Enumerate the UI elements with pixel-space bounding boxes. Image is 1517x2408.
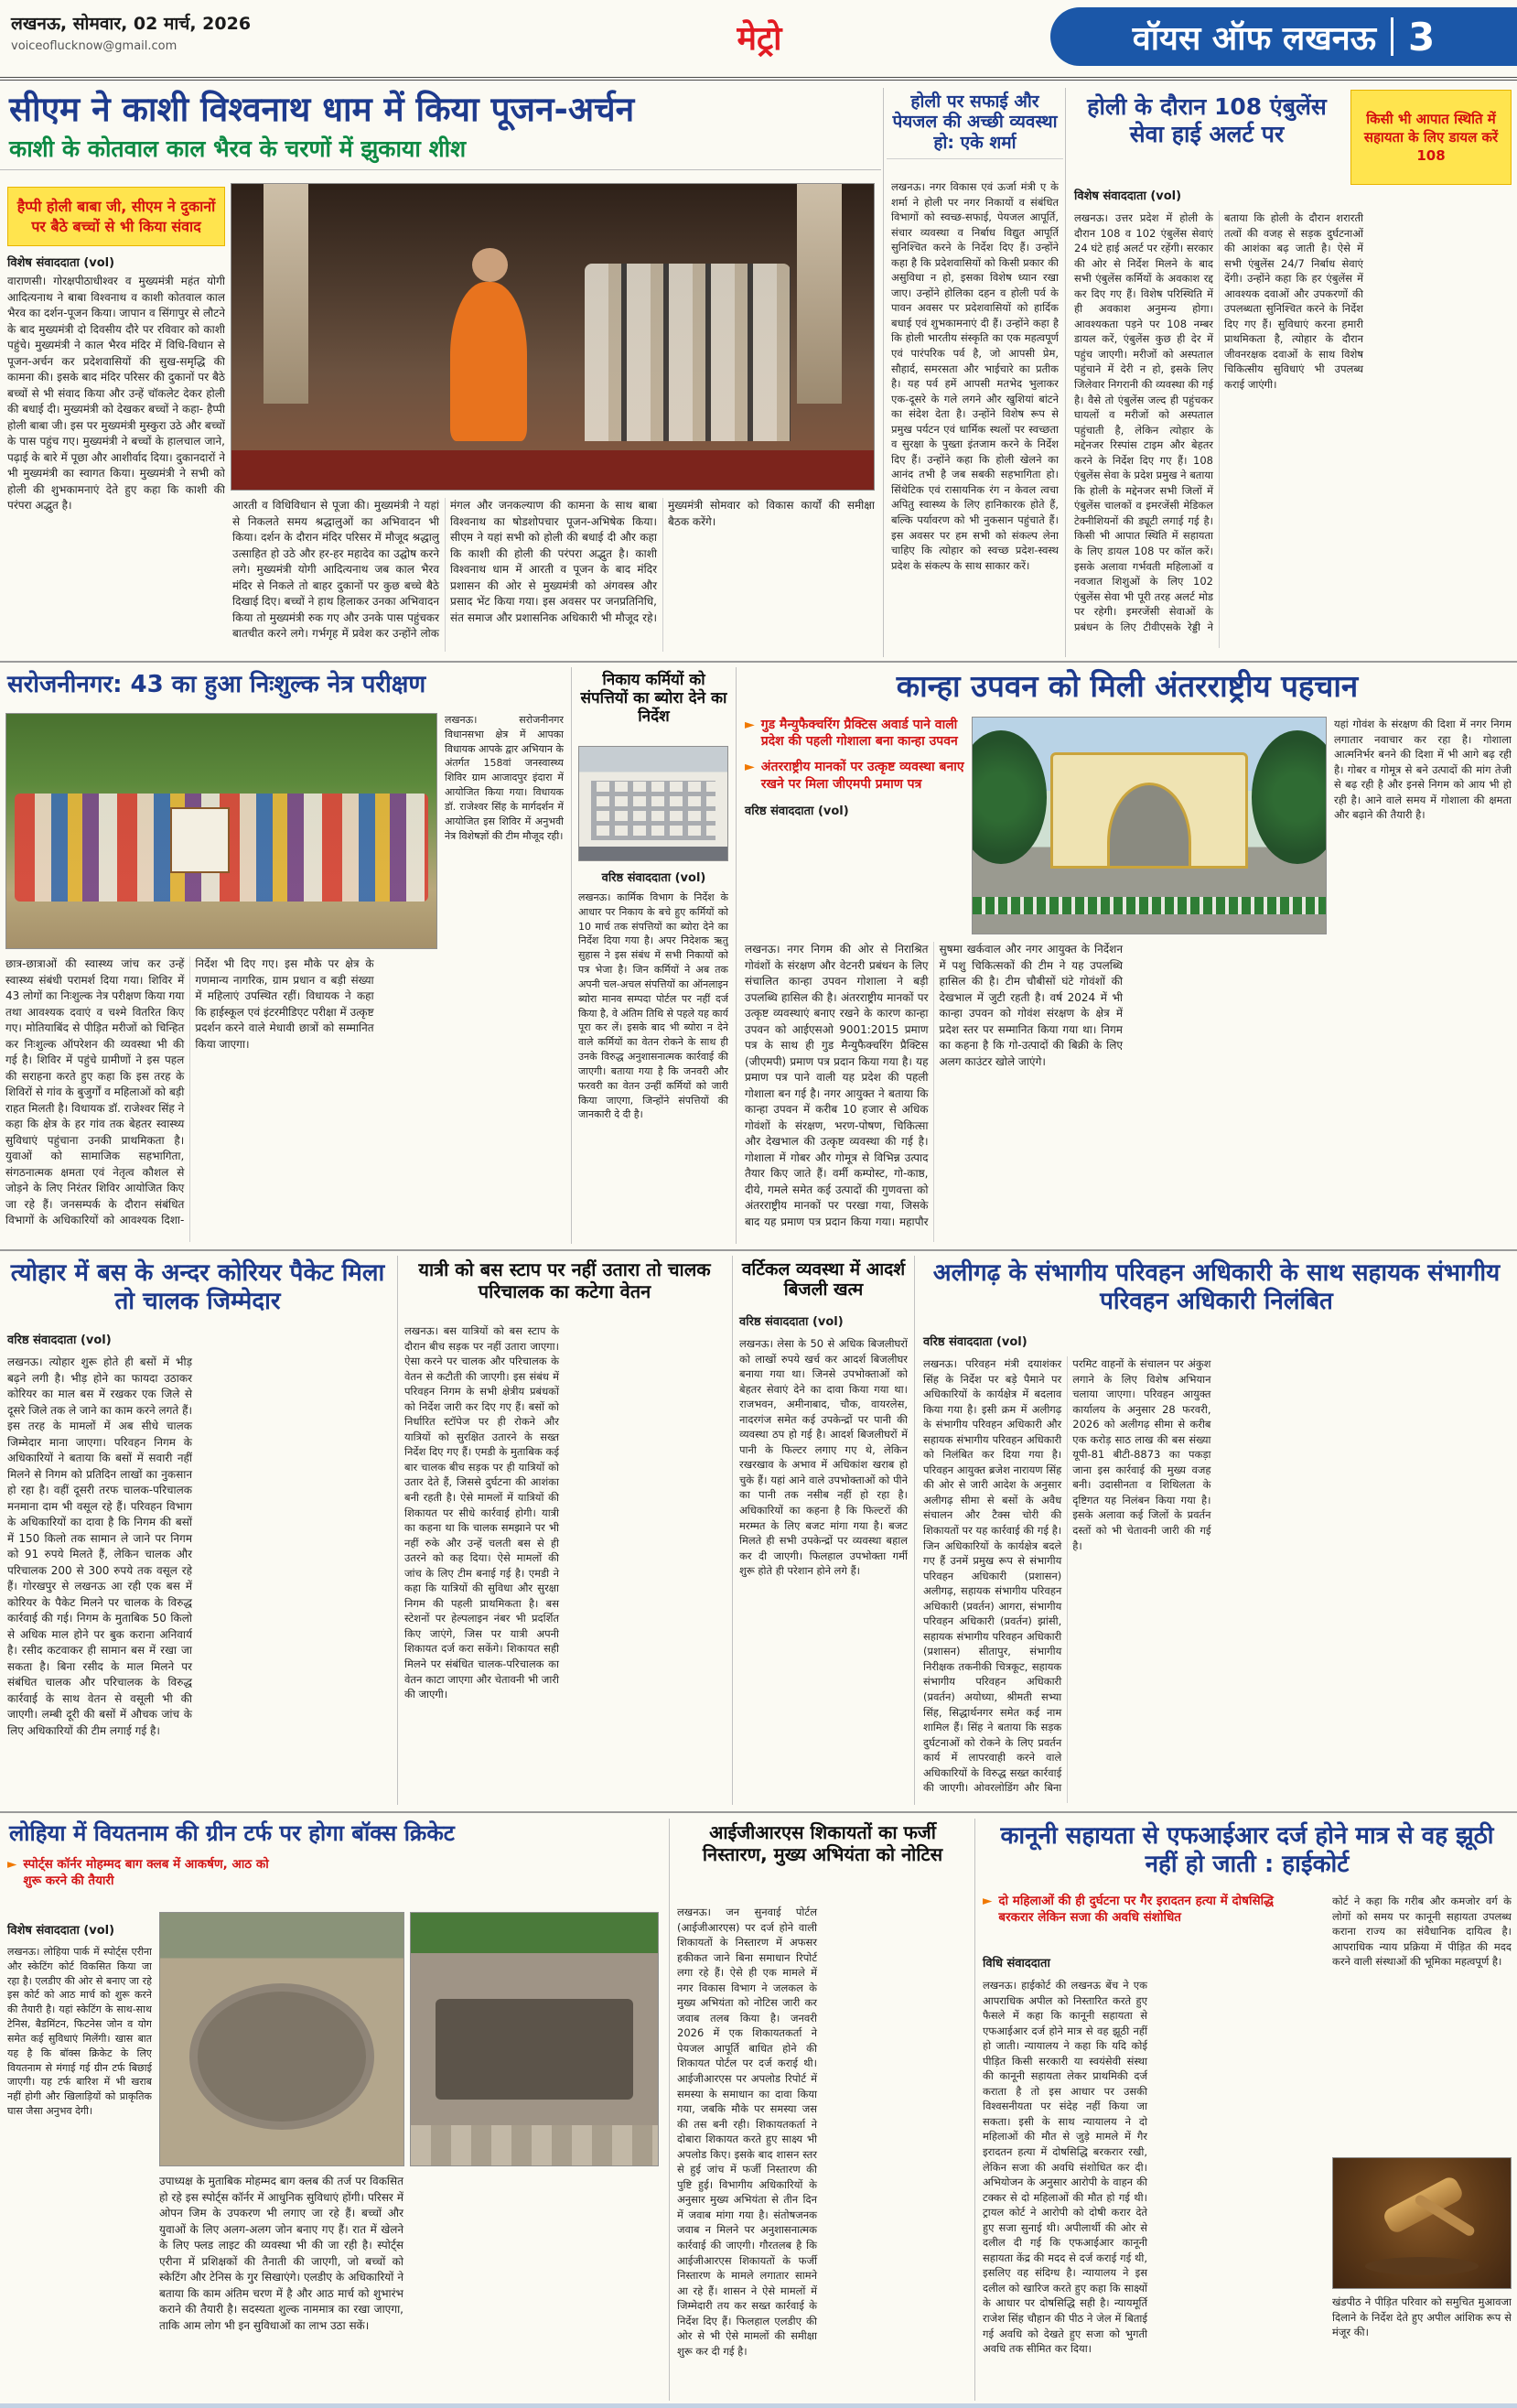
construction-photo-1 <box>159 1912 404 2166</box>
masthead-brand-bar <box>1050 7 1517 66</box>
column-rule <box>974 1819 975 2401</box>
section-divider <box>0 661 1517 663</box>
article-byline: विशेष संवाददाता (vol) <box>7 1924 115 1938</box>
photo-gavel-base <box>1365 2257 1479 2275</box>
article-byline: विधि संवाददाता <box>983 1957 1050 1971</box>
kanha-upvan-gate-photo <box>972 717 1327 934</box>
masthead-page-number: 3 <box>1408 14 1436 59</box>
bullet-point <box>745 717 964 750</box>
article-body: लखनऊ। नगर निगम की ओर से निराश्रित गोवंशों के संरक्षण और वेटनरी प्रबंधन के लिए संचालित कान्हा उपवन गोशाला ने बड़ी उपलब्धि हासिल की है। अंतरराष्ट्रीय मानकों पर उत्कृष्ट व्यवस्थाएं बनाए रखने के कारण कान्हा उपवन को आईएसओ 9001:2015 प्रमाण पत्र के साथ ही गुड मैन्युफैक्चरिंग प्रैक्टिस (जीएमपी) प्रमाण पत्र प्रदान किया गया है। यह प्रमाण पत्र पाने वाली यह प्रदेश की पहली गोशाला बन गई है। नगर आयुक्त ने बताया कि कान्हा उपवन में करीब 10 हजार से अधिक गोवंशों के संरक्षण, भरण-पोषण, चिकित्सा और देखभाल की उत्कृष्ट व्यवस्था की गई है। गोशाला में गोबर और गोमूत्र से विभिन्न उत्पाद तैयार किए जाते हैं। वर्मी कम्पोस्ट, गो-काष्ठ, दीये, गमले समेत कई उत्पादों की गुणवत्ता को अंतरराष्ट्रीय मानकों पर परखा गया, जिसके बाद यह प्रमाण पत्र प्रदान किया गया। महापौर सुषमा खर्कवाल और नगर आयुक्त के निर्देशन में पशु चिकित्सकों की टीम ने यह उपलब्धि हासिल की है। टीम चौबीसों घंटे गोवंशों की देखभाल में जुटी रहती है। वर्ष 2024 में भी कान्हा उपवन को गोवंश संरक्षण के क्षेत्र में प्रदेश स्तर पर सम्मानित किया गया था। निगम का कहना है कि गो-उत्पादों की बिक्री के लिए अलग काउंटर खोले जाएंगे। <box>745 943 1123 1228</box>
photo-pillar <box>797 184 842 404</box>
article-body: यहां गोवंश के संरक्षण की दिशा में नगर निगम लगातार नवाचार कर रहा है। गोशाला आत्मनिर्भर बनने की दिशा में भी आगे बढ़ रही है। गोबर व गोमूत्र से बने उत्पादों की मांग तेजी से बढ़ रही है और इनसे निगम को आय भी हो रही है। आने वाले समय में गोशाला की क्षमता और बढ़ाने की तैयारी है। <box>1334 718 1512 822</box>
article-body: लखनऊ। उत्तर प्रदेश में होली के दौरान 108 व 102 एंबुलेंस सेवाएं 24 घंटे हाई अलर्ट पर रहेंगी। सरकार की ओर से निर्देश मिलने के बाद सभी एंबुलेंस कर्मियों के अवकाश रद्द कर दिए गए हैं। विशेष परिस्थिति में ही अवकाश अनुमन्य होगा। आवश्यकता पड़ने पर 108 नम्बर डायल करें, एंबुलेंस कुछ ही देर में पहुंच जाएगी। मरीजों को अस्पताल पहुंचाने में देरी न हो, इसके लिए जिलेवार निगरानी की व्यवस्था की गई है। वैसे तो एंबुलेंस जल्द ही पहुंचकर घायलों व मरीजों को अस्पताल पहुंचाती है, लेकिन त्योहार के मद्देनजर रिस्पांस टाइम और बेहतर करने के निर्देश दिए गए हैं। 108 एंबुलेंस सेवा के प्रदेश प्रमुख ने बताया कि होली के मद्देनजर सभी जिलों में एंबुलेंस चालकों व इमरजेंसी मेडिकल टेक्नीशियनों की ड्यूटी लगाई गई है। किसी भी आपात स्थिति में सहायता के लिए डायल 108 पर कॉल करें। इसके अलावा गर्भवती महिलाओं व नवजात शिशुओं के लिए 102 एंबुलेंस सेवा भी पूरी तरह अलर्ट मोड पर रहेगी। इमरजेंसी सेवाओं के प्रबंधन के लिए टीवीएसके रेड्डी ने बताया कि होली के दौरान शरारती तत्वों की वजह से सड़क दुर्घटनाओं की आशंका बढ़ जाती है। ऐसे में सभी एंबुलेंस 24/7 निर्बाध सेवाएं देंगी। उन्होंने कहा कि हर एंबुलेंस में आवश्यक दवाओं और उपकरणों की उपलब्धता सुनिश्चित करने के निर्देश दिए गए हैं। सुविधाएं करना हमारी प्राथमिकता है, त्योहार के दौरान जीवनरक्षक दवाओं के साथ विशेष चिकित्सीय सुविधाएं भी उपलब्ध कराई जाएंगी। <box>1074 211 1363 633</box>
article-headline: सीएम ने काशी विश्वनाथ धाम में किया पूजन-अर्चन <box>9 90 635 129</box>
article-property-details-directive <box>574 664 734 1247</box>
article-headline: सरोजनीनगर: 43 का हुआ निःशुल्क नेत्र परीक्षण <box>7 671 426 698</box>
article-headline: होली के दौरान 108 एंबुलेंस सेवा हाई अलर्ट पर <box>1087 93 1327 147</box>
article-sarojini-nagar-eye-camp <box>0 664 569 1247</box>
article-body: लखनऊ। सरोजनीनगर विधानसभा क्षेत्र में आपका विधायक आपके द्वार अभियान के अंतर्गत 158वां जनस्वास्थ्य शिविर ग्राम आजादपुर इंदारा में आयोजित किया गया। विधायक डॉ. राजेश्वर सिंह के मार्गदर्शन में आयोजित इस शिविर में अनुभवी नेत्र विशेषज्ञों की टीम मौजूद रही। <box>445 714 564 842</box>
article-body: कोर्ट ने कहा कि गरीब और कमजोर वर्ग के लोगों को समय पर कानूनी सहायता उपलब्ध कराना राज्य का संवैधानिक दायित्व है। आपराधिक न्याय प्रक्रिया में पीड़ित की मदद करने वाली संस्थाओं की भूमिका महत्वपूर्ण है। <box>1332 1895 1512 1969</box>
article-headline: वर्टिकल व्यवस्था में आदर्श बिजली खत्म <box>741 1259 906 1301</box>
article-body: लखनऊ। हाईकोर्ट की लखनऊ बेंच ने एक आपराधिक अपील को निस्तारित करते हुए फैसले में कहा कि कानूनी सहायता से एफआईआर दर्ज होने मात्र से वह झूठी नहीं हो जाती। न्यायालय ने कहा कि यदि कोई पीड़ित किसी सरकारी या स्वयंसेवी संस्था की कानूनी सहायता लेकर प्राथमिकी दर्ज कराता है तो इस आधार पर उसकी विश्वसनीयता पर संदेह नहीं किया जा सकता। इसी के साथ न्यायालय ने दो महिलाओं की मौत से जुड़े मामले में गैर इरादतन हत्या में दोषसिद्धि बरकरार रखी, लेकिन सजा की अवधि संशोधित कर दी। अभियोजन के अनुसार आरोपी के वाहन की टक्कर से दो महिलाओं की मौत हो गई थी। ट्रायल कोर्ट ने आरोपी को दोषी करार देते हुए सजा सुनाई थी। अपीलार्थी की ओर से दलील दी गई कि एफआईआर कानूनी सहायता केंद्र की मदद से दर्ज कराई गई थी, इसलिए वह संदिग्ध है। न्यायालय ने इस दलील को खारिज करते हुए कहा कि साक्ष्यों के आधार पर दोषसिद्धि सही है। न्यायमूर्ति राजेश सिंह चौहान की पीठ ने जेल में बिताई गई अवधि को देखते हुए सजा को भुगती अवधि तक सीमित कर दिया। <box>983 1979 1147 2356</box>
article-body: लखनऊ। लेसा के 50 से अधिक बिजलीघरों को लाखों रुपये खर्च कर आदर्श बिजलीघर बनाया गया था। जिनसे उपभोक्ताओं को बेहतर सेवाएं देने का दावा किया गया था। राजभवन, अमीनाबाद, चौक, वायरलेस, नादरगंज समेत कई उपकेन्द्रों पर पानी की व्यवस्था ठप हो गई है। आदर्श बिजलीघरों में पानी के फिल्टर लगाए गए थे, लेकिन रखरखाव के अभाव में अधिकांश खराब हो चुके हैं। यहां आने वाले उपभोक्ताओं को पीने का पानी तक नसीब नहीं हो रहा है। अधिकारियों का कहना है कि फिल्टरों की मरम्मत के लिए बजट मांगा गया है। बजट मिलते ही सभी उपकेन्द्रों पर व्यवस्था बहाल कर दी जाएगी। फिलहाल उपभोक्ता गर्मी शुरू होते ही परेशान होने लगे हैं। <box>739 1337 908 1578</box>
bullet-point <box>7 1857 282 1889</box>
column-rule <box>571 667 572 1244</box>
masthead-section: मेट्रो <box>737 20 782 58</box>
highlight-box: हैप्पी होली बाबा जी, सीएम ने दुकानों पर बैठे बच्चों से भी किया संवाद <box>7 187 225 246</box>
article-headline: होली पर सफाई और पेयजल की अच्छी व्यवस्था हो: एके शर्मा <box>887 84 1063 159</box>
bullet-arrow-icon: ► <box>983 1894 993 1908</box>
article-lohia-green-turf-box-cricket <box>0 1815 669 2404</box>
article-body: लखनऊ। बस यात्रियों को बस स्टाप के दौरान बीच सड़क पर नहीं उतारा जाएगा। ऐसा करने पर चालक और परिचालक के वेतन से कटौती की जाएगी। इस संबंध में परिवहन निगम के सभी क्षेत्रीय प्रबंधकों को निर्देश जारी कर दिए गए हैं। बसों को निर्धारित स्टॉपेज पर ही रोकने और यात्रियों को सुरक्षित उतारने के सख्त निर्देश दिए गए हैं। एमडी के मुताबिक कई बार चालक बीच सड़क पर ही यात्रियों को उतार देते हैं, जिससे दुर्घटना की आशंका बनी रहती है। ऐसे मामलों में यात्रियों की शिकायत पर सीधे कार्रवाई होगी। यात्री का कहना था कि चालक समझाने पर भी नहीं रुके और उन्हें चलती बस से ही उतरने को कह दिया। ऐसे मामलों की जांच के लिए टीम बनाई गई है। एमडी ने कहा कि यात्रियों की सुविधा और सुरक्षा निगम की पहली प्राथमिकता है। बस स्टेशनों पर हेल्पलाइन नंबर भी प्रदर्शित किए जाएंगे, जिस पर यात्री अपनी शिकायत दर्ज करा सकेंगे। शिकायत सही मिलने पर संबंधित चालक-परिचालक का वेतन काटा जाएगा और चेतावनी भी जारी की जाएगी। <box>404 1324 559 1701</box>
photo-fence <box>973 897 1326 914</box>
photo-pillar <box>264 184 308 404</box>
article-bus-stop-salary-cut <box>399 1252 730 1809</box>
photo-windows <box>591 781 715 839</box>
article-byline: विशेष संवाददाता (vol) <box>7 256 115 271</box>
article-byline: विशेष संवाददाता (vol) <box>1074 189 1182 203</box>
article-headline: आईजीआरएस शिकायतों का फर्जी निस्तारण, मुख्य अभियंता को नोटिस <box>702 1821 943 1865</box>
article-body: खंडपीठ ने पीड़ित परिवार को समुचित मुआवजा दिलाने के निर्देश देते हुए अपील आंशिक रूप से मंजूर की। <box>1332 2295 1512 2339</box>
bullet-point <box>983 1894 1294 1926</box>
column-rule <box>397 1256 398 1805</box>
photo-saffron-figure <box>450 282 527 441</box>
photo-devotee-group <box>585 264 791 441</box>
construction-photo-2 <box>410 1912 659 2166</box>
dial-108-box: किसी भी आपात स्थिति में सहायता के लिए डायल करें 108 <box>1350 90 1512 185</box>
temple-puja-photo <box>231 183 875 491</box>
bullet-text: स्पोर्ट्स कॉर्नर मोहम्मद बाग क्लब में आकर्षण, आठ को शुरू करने की तैयारी <box>23 1857 269 1888</box>
article-body: छात्र-छात्राओं की स्वास्थ्य जांच कर उन्हें स्वास्थ्य संबंधी परामर्श दिया गया। शिविर में 43 लोगों का निःशुल्क नेत्र परीक्षण किया गया तथा आवश्यक दवाएं व चश्मे वितरित किए गए। मोतियाबिंद से पीड़ित मरीजों को चिन्हित कर निःशुल्क ऑपरेशन की व्यवस्था भी की गई है। शिविर में पहुंचे ग्रामीणों ने इस पहल की सराहना करते हुए कहा कि इस तरह के शिविरों से गांव के बुजुर्गों व महिलाओं को बड़ी राहत मिलती है। विधायक डॉ. राजेश्वर सिंह ने कहा कि क्षेत्र के हर गांव तक बेहतर स्वास्थ्य सुविधाएं पहुंचाना उनकी प्राथमिकता है। युवाओं को सामाजिक सहभागिता, संगठनात्मक क्षमता एवं नेतृत्व कौशल से जोड़ने के लिए निरंतर शिविर आयोजित किए जा रहे हैं। जनसम्पर्क के दौरान संबंधित विभागों के अधिकारियों को आवश्यक दिशा-निर्देश भी दिए गए। इस मौके पर क्षेत्र के गणमान्य नागरिक, ग्राम प्रधान व बड़ी संख्या में महिलाएं उपस्थित रहीं। विधायक ने कहा कि हाईस्कूल एवं इंटरमीडिएट परीक्षा में उत्कृष्ट प्रदर्शन करने वाले मेधावी छात्रों को सम्मानित किया जाएगा। <box>5 957 374 1227</box>
article-holi-cleanliness <box>887 84 1063 659</box>
article-headline: अलीगढ़ के संभागीय परिवहन अधिकारी के साथ सहायक संभागीय परिवहन अधिकारी निलंबित <box>932 1259 1501 1315</box>
column-rule <box>914 1256 915 1805</box>
article-adarsh-bijlighar <box>734 1252 913 1809</box>
article-body: वाराणसी। गोरक्षपीठाधीश्वर व मुख्यमंत्री महंत योगी आदित्यनाथ ने बाबा विश्वनाथ व काशी कोतवाल काल भैरव का दर्शन-पूजन किया। जापान व सिंगापुर से लौटने के बाद मुख्यमंत्री दो दिवसीय दौरे पर रविवार को काशी पहुंचे। मुख्यमंत्री ने काल भैरव मंदिर में विधि-विधान से पूजन-अर्चन कर प्रदेशवासियों की सुख-समृद्धि की कामना की। इसके बाद मंदिर परिसर की दुकानों पर बैठे बच्चों से भी संवाद किया और उन्हें चॉकलेट देकर होली की बधाई दी। मुख्यमंत्री को देखकर बच्चों ने कहा- हैप्पी होली बाबा जी। इस पर मुख्यमंत्री मुस्कुरा उठे और बच्चों के पास पहुंच गए। मुख्यमंत्री ने बच्चों के हालचाल जाने, पढ़ाई के बारे में पूछा और आशीर्वाद दिया। दुकानदारों ने भी मुख्यमंत्री का स्वागत किया। मुख्यमंत्री ने सभी को होली की शुभकामनाएं देते हुए कहा कि काशी की परंपरा अद्भुत है। <box>7 275 225 513</box>
article-headline: त्योहार में बस के अन्दर कोरियर पैकेट मिला तो चालक जिम्मेदार <box>10 1259 385 1315</box>
municipal-building-photo <box>578 746 728 861</box>
article-byline: वरिष्ठ संवाददाता (vol) <box>7 1334 112 1347</box>
column-rule <box>1065 88 1066 657</box>
photo-pavement <box>411 2125 658 2165</box>
photo-display-board <box>170 807 231 873</box>
article-kanha-upvan-recognition <box>737 664 1517 1247</box>
article-cm-kashi-puja <box>0 84 881 659</box>
column-rule <box>883 88 884 657</box>
gavel-photo <box>1332 2157 1512 2289</box>
masthead <box>0 0 1517 81</box>
bullet-arrow-icon: ► <box>745 760 755 775</box>
masthead-divider <box>1391 17 1393 56</box>
bullet-arrow-icon: ► <box>7 1857 17 1872</box>
article-108-ambulance-alert <box>1071 84 1517 659</box>
article-headline: यात्री को बस स्टाप पर नहीं उतारा तो चालक परिचालक का कटेगा वेतन <box>418 1258 711 1302</box>
article-body: उपाध्यक्ष के मुताबिक मोहम्मद बाग क्लब की तर्ज पर विकसित हो रहे इस स्पोर्ट्स कॉर्नर में आधुनिक सुविधाएं होंगी। परिसर में ओपन जिम के उपकरण भी लगाए जा रहे हैं। बच्चों और युवाओं के लिए अलग-अलग जोन बनाए गए हैं। रात में खेलने के लिए फ्लड लाइट की व्यवस्था भी की जा रही है। स्पोर्ट्स एरीना में प्रशिक्षकों की तैनाती की जाएगी, जो बच्चों को स्केटिंग और टेनिस के गुर सिखाएंगे। एलडीए के अधिकारियों ने बताया कि काम अंतिम चरण में है और आठ मार्च को शुभारंभ कराने की तैयारी है। सदस्यता शुल्क नाममात्र का रखा जाएगा, ताकि आम लोग भी इन सुविधाओं का लाभ उठा सकें। <box>159 2175 403 2332</box>
article-body: लखनऊ। परिवहन मंत्री दयाशंकर सिंह के निर्देश पर बड़े पैमाने पर अधिकारियों के कार्यक्षेत्र में बदलाव किया गया है। इसी क्रम में अलीगढ़ के संभागीय परिवहन अधिकारी और सहायक संभागीय परिवहन अधिकारी को निलंबित कर दिया गया है। परिवहन आयुक्त ब्रजेश नारायण सिंह की ओर से जारी आदेश के अनुसार अलीगढ़ सीमा से बसों के अवैध संचालन और टैक्स चोरी की शिकायतों पर यह कार्रवाई की गई है। जिन अधिकारियों के कार्यक्षेत्र बदले गए हैं उनमें प्रमुख रूप से संभागीय परिवहन अधिकारी (प्रशासन) अलीगढ़, सहायक संभागीय परिवहन अधिकारी (प्रवर्तन) आगरा, संभागीय परिवहन अधिकारी (प्रवर्तन) झांसी, सहायक संभागीय परिवहन अधिकारी (प्रशासन) सीतापुर, संभागीय निरीक्षक तकनीकी चित्रकूट, सहायक संभागीय परिवहन अधिकारी (प्रवर्तन) अयोध्या, श्रीमती सभ्या सिंह, सिद्धार्थनगर समेत कई नाम शामिल हैं। सिंह ने बताया कि सड़क दुर्घटनाओं को रोकने के लिए प्रवर्तन कार्य में लापरवाही करने वाले अधिकारियों के विरुद्ध सख्त कार्रवाई की जाएगी। ओवरलोडिंग और बिना परमिट वाहनों के संचालन पर अंकुश लगाने के लिए विशेष अभियान चलाया जाएगा। परिवहन आयुक्त कार्यालय के अनुसार 28 फरवरी, 2026 को अलीगढ़ सीमा से करीब एक करोड़ साठ लाख की बस संख्या यूपी-81 बीटी-8873 का पकड़ा जाना इस कार्रवाई की मुख्य वजह बनी। उदासीनता व शिथिलता के दृष्टिगत यह निलंबन किया गया है। इसके अलावा कई जिलों के प्रवर्तन दस्तों को भी चेतावनी जारी की गई है। <box>923 1357 1211 1795</box>
column-rule <box>732 1256 733 1805</box>
bullet-text: दो महिलाओं की ही दुर्घटना पर गैर इरादतन हत्या में दोषसिद्धि बरकरार लेकिन सजा की अवधि संशोधित <box>998 1894 1274 1925</box>
section-divider <box>0 1249 1517 1251</box>
masthead-email: voiceoflucknow@gmail.com <box>11 39 178 53</box>
masthead-dateline: लखनऊ, सोमवार, 02 मार्च, 2026 <box>11 14 252 34</box>
article-headline: लोहिया में वियतनाम की ग्रीन टर्फ पर होगा बॉक्स क्रिकेट <box>9 1820 455 1846</box>
article-body: लखनऊ। कार्मिक विभाग के निर्देश के आधार पर निकाय के बचे हुए कर्मियों को 10 मार्च तक संपत्तियों का ब्योरा देने का निर्देश दिया गया है। अपर निदेशक ऋतु सुहास ने इस संबंध में सभी निकायों को पत्र भेजा है। जिन कर्मियों ने अब तक अपनी चल-अचल संपत्तियों का ऑनलाइन ब्योरा मानव सम्पदा पोर्टल पर नहीं दर्ज किया है, वे अंतिम तिथि से पहले यह कार्य पूरा कर लें। इसके बाद भी ब्योरा न देने वाले कर्मियों का वेतन रोकने के साथ ही उनके विरुद्ध अनुशासनात्मक कार्रवाई की जाएगी। बताया गया है कि जनवरी और फरवरी का वेतन उन्हीं कर्मियों को जारी किया जाएगा, जिन्होंने संपत्तियों की जानकारी दे दी है। <box>578 891 728 1121</box>
photo-tree <box>1252 730 1327 864</box>
photo-carpet <box>231 450 874 490</box>
bullet-text: गुड मैन्युफैक्चरिंग प्रैक्टिस अवार्ड पाने वाली प्रदेश की पहली गोशाला बना कान्हा उपवन <box>760 718 958 750</box>
photo-concrete-ring <box>189 1983 374 2130</box>
article-body: लखनऊ। जन सुनवाई पोर्टल (आईजीआरएस) पर दर्ज होने वाली शिकायतों के निस्तारण में अफसर हकीकत जाने बिना समाधान रिपोर्ट लगा रहे हैं। ऐसे ही एक मामले में नगर विकास विभाग ने जलकल के मुख्य अभियंता को नोटिस जारी कर जवाब तलब किया है। जनवरी 2026 में एक शिकायतकर्ता ने पेयजल आपूर्ति बाधित होने की शिकायत पोर्टल पर दर्ज कराई थी। आईजीआरएस पर अपलोड रिपोर्ट में समस्या के समाधान का दावा किया गया, जबकि मौके पर समस्या जस की तस बनी रही। शिकायतकर्ता ने दोबारा शिकायत करते हुए साक्ष्य भी अपलोड किए। इसके बाद शासन स्तर से हुई जांच में फर्जी निस्तारण की पुष्टि हुई। विभागीय अधिकारियों के अनुसार मुख्य अभियंता से तीन दिन में जवाब मांगा गया है। संतोषजनक जवाब न मिलने पर अनुशासनात्मक कार्रवाई की जाएगी। गौरतलब है कि आईजीआरएस शिकायतों के फर्जी निस्तारण के मामले लगातार सामने आ रहे हैं। शासन ने ऐसे मामलों में जिम्मेदारी तय कर सख्त कार्रवाई के निर्देश दिए हैं। फिलहाल एलडीए की ओर से भी ऐसे मामलों की समीक्षा शुरू कर दी गई है। <box>677 1906 817 2358</box>
masthead-paper-name: वॉयस ऑफ लखनऊ <box>1132 19 1377 58</box>
article-byline: वरिष्ठ संवाददाता (vol) <box>923 1335 1027 1349</box>
article-byline: वरिष्ठ संवाददाता (vol) <box>601 871 706 885</box>
photo-tree <box>972 730 1047 864</box>
eye-camp-group-photo <box>5 713 437 949</box>
article-body: लखनऊ। नगर विकास एवं ऊर्जा मंत्री ए के शर्मा ने होली पर नगर निकायों व संबंधित विभागों को स्वच्छ-सफाई, पेयजल आपूर्ति, संचार व्यवस्था व निर्बाध विद्युत आपूर्ति सुनिश्चित करने के निर्देश दिए हैं। उन्होंने कहा है कि प्रदेशवासियों को किसी प्रकार की असुविधा न हो, इसका विशेष ध्यान रखा जाए। उन्होंने होलिका दहन व होली पर्व के पावन अवसर पर प्रदेशवासियों को हार्दिक बधाई एवं शुभकामनाएं दी हैं। उन्होंने कहा है कि होली भारतीय संस्कृति का एक महत्वपूर्ण एवं पारंपरिक पर्व है, जो आपसी प्रेम, सौहार्द, समरसता और भाईचारे का प्रतीक है। यह पर्व हमें आपसी मतभेद भुलाकर एक-दूसरे के गले लगने और खुशियां बांटने का संदेश देता है। उन्होंने विशेष रूप से प्रमुख पर्यटन एवं धार्मिक स्थलों पर स्वच्छता व सुरक्षा के पुख्ता इंतजाम करने के निर्देश दिए हैं। उन्होंने कहा कि होली खेलने का आनंद तभी है जब सबकी सहभागिता हो। सिंथेटिक एवं रासायनिक रंग न केवल त्वचा अपितु स्वास्थ्य के लिए हानिकारक होते हैं, बल्कि पर्यावरण को भी नुकसान पहुंचाते हैं। इस अवसर पर हम सभी को संकल्प लेना चाहिए कि त्योहार को स्वच्छ प्रदेश-स्वस्थ प्रदेश के संकल्प के साथ साकार करें। <box>891 180 1059 572</box>
article-highcourt-fir-legal-aid <box>977 1815 1517 2404</box>
article-body: लखनऊ। लोहिया पार्क में स्पोर्ट्स एरीना और स्केटिंग कोर्ट विकसित किया जा रहा है। एलडीए की ओर से बनाए जा रहे इस कोर्ट को आठ मार्च को शुरू करने की तैयारी है। यहां स्केटिंग के साथ-साथ टेनिस, बैडमिंटन, फिटनेस जोन व योग समेत कई सुविधाएं मिलेंगी। खास बात यह है कि बॉक्स क्रिकेट के लिए वियतनाम से मंगाई गई ग्रीन टर्फ बिछाई जाएगी। यह टर्फ बारिश में भी खराब नहीं होगी और खिलाड़ियों को प्राकृतिक घास जैसा अनुभव देगी। <box>7 1946 152 2118</box>
article-body: लखनऊ। त्योहार शुरू होते ही बसों में भीड़ बढ़ने लगी है। भीड़ होने का फायदा उठाकर कोरियर का माल बस में रखकर एक जिले से दूसरे जिले तक ले जाने का काम करने लगते हैं। इस तरह के मामलों में अब सीधे चालक जिम्मेदार माना जाएगा। परिवहन निगम के अधिकारियों ने बताया कि बसों में सवारी नहीं मिलने से निगम को प्रतिदिन लाखों का नुकसान हो रहा है। वहीं दूसरी तरफ चालक-परिचालक मनमाना दाम भी वसूल रहे हैं। परिवहन विभाग के अधिकारियों का दावा है कि निगम की बसों में 150 किलो तक सामान ले जाने पर निगम को 91 रुपये मिलते हैं, लेकिन चालक और परिचालक 200 से 300 रुपये तक वसूल रहे हैं। गोरखपुर से लखनऊ आ रही एक बस में कोरियर के पैकेट मिलने पर चालक के विरुद्ध कार्रवाई की गई। निगम के मुताबिक 50 किलो से अधिक माल होने पर बुक कराना अनिवार्य है। रसीद कटवाकर ही सामान बस में रखा जा सकता है। बिना रसीद के माल मिलने पर संबंधित चालक और परिचालक के विरुद्ध कार्रवाई के साथ वेतन से वसूली भी की जाएगी। लम्बी दूरी की बसों में औचक जांच के लिए अधिकारियों की टीम लगाई गई है। <box>7 1355 192 1737</box>
article-aligarh-rto-suspended <box>916 1252 1517 1809</box>
column-rule <box>736 667 737 1244</box>
bullet-point <box>745 759 964 792</box>
article-subhead: काशी के कोतवाल काल भैरव के चरणों में झुकाया शीश <box>0 132 881 171</box>
bullet-text: अंतरराष्ट्रीय मानकों पर उत्कृष्ट व्यवस्था बनाए रखने पर मिला जीएमपी प्रमाण पत्र <box>760 760 964 792</box>
article-igrs-fake-disposal-notice <box>672 1815 974 2404</box>
photo-figure-head <box>472 248 508 282</box>
section-divider <box>0 1811 1517 1813</box>
photo-trench <box>436 1999 633 2100</box>
article-headline: कानूनी सहायता से एफआईआर दर्ज होने मात्र से वह झूठी नहीं हो जाती : हाईकोर्ट <box>1000 1822 1494 1878</box>
column-rule <box>669 1819 670 2401</box>
article-headline: कान्हा उपवन को मिली अंतरराष्ट्रीय पहचान <box>896 668 1359 704</box>
article-body: आरती व विधिविधान से पूजा की। मुख्यमंत्री ने यहां से निकलते समय श्रद्धालुओं का अभिवादन भी किया। दर्शन के दौरान मंदिर परिसर में मौजूद श्रद्धालु उत्साहित हो उठे और हर-हर महादेव का उद्घोष करने लगे। मुख्यमंत्री योगी आदित्यनाथ जब काल भैरव मंदिर से निकले तो बाहर दुकानों पर कुछ बच्चे बैठे दिखाई दिए। बच्चों ने हाथ हिलाकर उनका अभिवादन किया तो मुख्यमंत्री रुक गए और उनके पास पहुंचकर बातचीत करने लगे। गर्भगृह में प्रवेश कर उन्होंने लोक मंगल और जनकल्याण की कामना के साथ बाबा विश्वनाथ का षोडशोपचार पूजन-अभिषेक किया। सीएम ने यहां सभी को होली की बधाई दी और कहा कि काशी की होली की परंपरा अद्भुत है। काशी विश्वनाथ धाम में आरती व पूजन के बाद मंदिर प्रशासन की ओर से मुख्यमंत्री को अंगवस्त्र और प्रसाद भेंट किया गया। इस अवसर पर जनप्रतिनिधि, संत समाज और प्रशासनिक अधिकारी भी मौजूद रहे। मुख्यमंत्री सोमवार को विकास कार्यों की समीक्षा बैठक करेंगे। <box>232 499 875 641</box>
bullet-arrow-icon: ► <box>745 718 755 732</box>
article-bus-courier-driver-responsible <box>0 1252 395 1809</box>
article-byline: वरिष्ठ संवाददाता (vol) <box>745 804 849 818</box>
article-headline: निकाय कर्मियों को संपत्तियों का ब्योरा देने का निर्देश <box>580 671 727 727</box>
article-byline: वरिष्ठ संवाददाता (vol) <box>739 1315 844 1329</box>
